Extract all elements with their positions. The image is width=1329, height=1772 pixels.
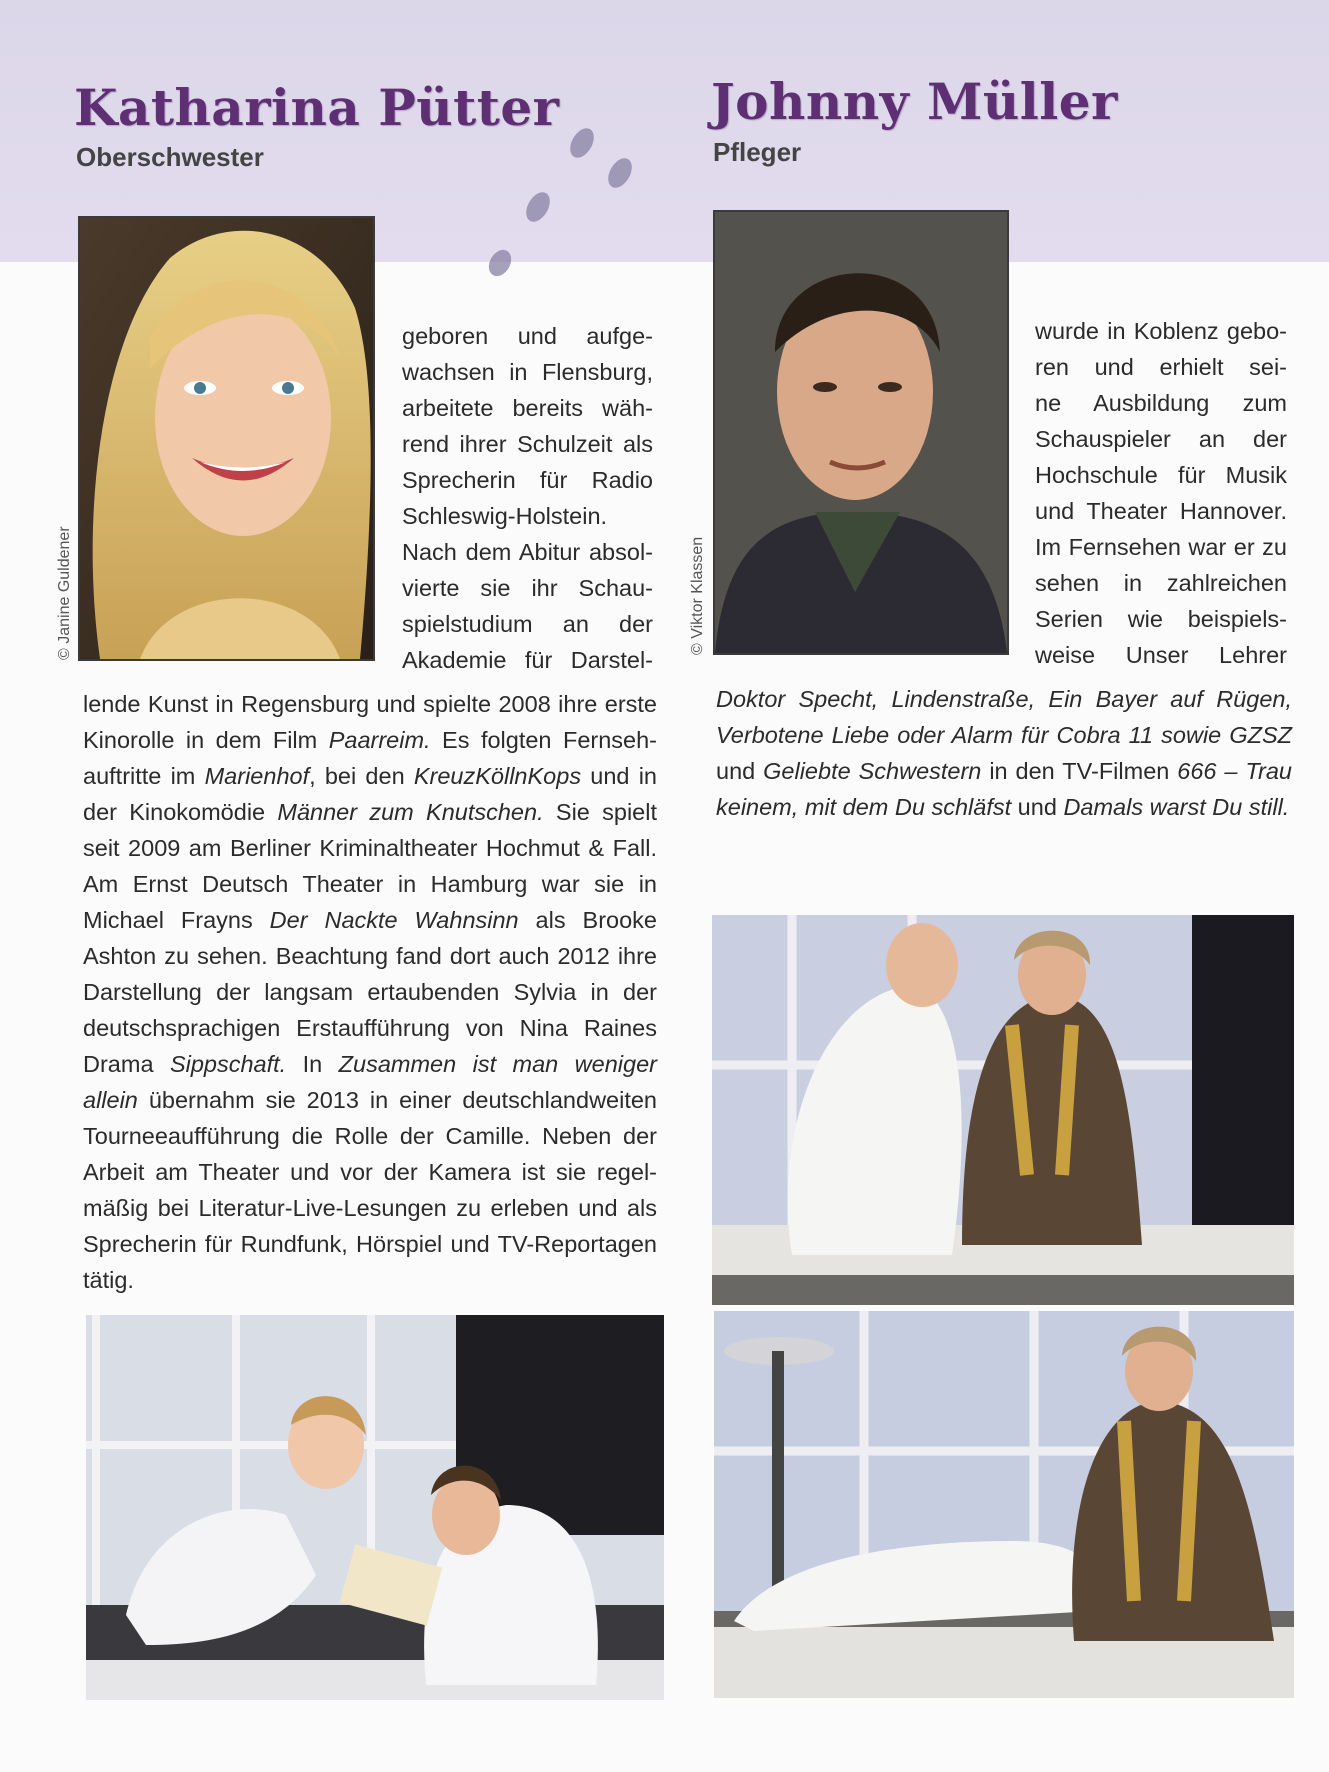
bio-wrap-line: wurde in Koblenz gebo-	[1035, 318, 1287, 344]
bio-text-segment: und	[716, 758, 764, 784]
bio-wrap-line: wachsen in Flensburg,	[402, 359, 653, 385]
bio-title-italic: Marienhof	[204, 763, 310, 789]
right-portrait-photo	[713, 210, 1009, 655]
left-bio-wrapped-text	[402, 318, 653, 678]
right-photo-credit: © Viktor Klassen	[689, 536, 706, 655]
bio-title-italic: Der Nackte Wahnsinn	[269, 907, 519, 933]
left-bio-text	[83, 686, 657, 1298]
right-actor-name: Johnny Müller	[711, 72, 1118, 131]
bio-wrap-line: spielstudium an der	[402, 611, 653, 637]
bio-wrap-line: sehen in zahlreichen	[1035, 570, 1287, 596]
bio-wrap-line: Schleswig-Holstein.	[402, 503, 608, 529]
left-portrait-photo	[78, 216, 375, 661]
bio-wrap-line: Hochschule für Musik	[1035, 462, 1287, 488]
bio-title-italic: Männer zum Knutschen.	[277, 799, 544, 825]
bio-text-segment: Sie spielt seit 2009 am Berliner Kriminaltheater Hochmut & Fall. Am Ernst Deutsch Theater in Hamburg war sie in Michael Frayns	[83, 799, 657, 933]
bio-wrap-line: Schauspieler an der	[1035, 426, 1287, 452]
bio-text-segment: als Brooke Ashton zu sehen. Beachtung fand dort auch 2012 ihre Darstellung der langsam ertaubenden Sylvia in der deutschsprachigen Erstaufführung von Nina Raines Drama	[83, 907, 657, 1077]
bio-wrap-line: geboren und aufge-	[402, 323, 653, 349]
bio-wrap-line: ne Ausbildung zum	[1035, 390, 1287, 416]
left-photo-credit: © Janine Guldener	[56, 526, 73, 660]
bio-text-segment: In	[286, 1051, 339, 1077]
bio-text-segment: , bei den	[309, 763, 414, 789]
bio-wrap-line: rend ihrer Schulzeit als	[402, 431, 653, 457]
bio-text-segment: übernahm sie 2013 in einer deutschlandweiten Tourneeaufführung die Rolle der Camille. Neben der Arbeit am Theater und vor der Kamera ist sie regel-mäßig bei Literatur-Live-Lesungen zu erleben und als Sprecherin für Rundfunk, Hörspiel und TV-Reportagen tätig.	[83, 1087, 657, 1293]
bio-title-italic: Sippschaft.	[169, 1051, 287, 1077]
bio-wrap-line: weise Unser Lehrer	[1035, 642, 1287, 668]
bio-text-segment: und	[1011, 794, 1064, 820]
bio-wrap-line: und Theater Hannover.	[1035, 498, 1287, 524]
right-bio-wrapped-text	[1035, 313, 1287, 673]
left-actor-role: Oberschwester	[76, 142, 264, 172]
bio-wrap-line: arbeitete bereits wäh-	[402, 395, 653, 421]
left-actor-name: Katharina Pütter	[74, 78, 560, 137]
right-bio-text	[716, 681, 1292, 825]
bio-text-segment: und in der Kinokomödie	[83, 763, 658, 825]
left-stage-photo	[86, 1315, 664, 1700]
bio-wrap-line: vierte sie ihr Schau-	[402, 575, 653, 601]
bio-title-italic: Paarreim.	[328, 727, 431, 753]
bio-title-italic: 666 – Trau keinem, mit dem Du schläfst	[716, 758, 1292, 820]
bio-wrap-line: Akademie für Darstel-	[402, 647, 653, 673]
bio-title-italic: Damals warst Du still.	[1063, 794, 1290, 820]
bio-wrap-line: ren und erhielt sei-	[1035, 354, 1287, 380]
bio-text-segment: Es folgten Fernseh-auftritte im	[83, 727, 658, 789]
bio-text-segment: in den TV-Filmen	[981, 758, 1178, 784]
footprints-decoration	[470, 115, 640, 285]
right-stage-photo-top	[712, 915, 1294, 1305]
bio-wrap-line: Nach dem Abitur absol-	[402, 539, 653, 565]
bio-title-italic: Geliebte Schwestern	[763, 758, 982, 784]
right-actor-role: Pfleger	[713, 137, 802, 167]
bio-text-segment: lende Kunst in Regensburg und spielte 2008 ihre erste Kinorolle in dem Film	[83, 691, 657, 753]
bio-wrap-line: Im Fernsehen war er zu	[1035, 534, 1287, 560]
bio-title-italic: Zusammen ist man weniger allein	[83, 1051, 657, 1113]
bio-title-italic: KreuzKöllnKops	[413, 763, 582, 789]
bio-wrap-line: Serien wie beispiels-	[1035, 606, 1287, 632]
bio-title-italic: Doktor Specht, Lindenstraße, Ein Bayer auf Rügen, Verbotene Liebe oder Alarm für Cobra 11 sowie GZSZ	[716, 686, 1292, 748]
right-stage-photo-bottom	[714, 1311, 1294, 1698]
bio-wrap-line: Sprecherin für Radio	[402, 467, 653, 493]
